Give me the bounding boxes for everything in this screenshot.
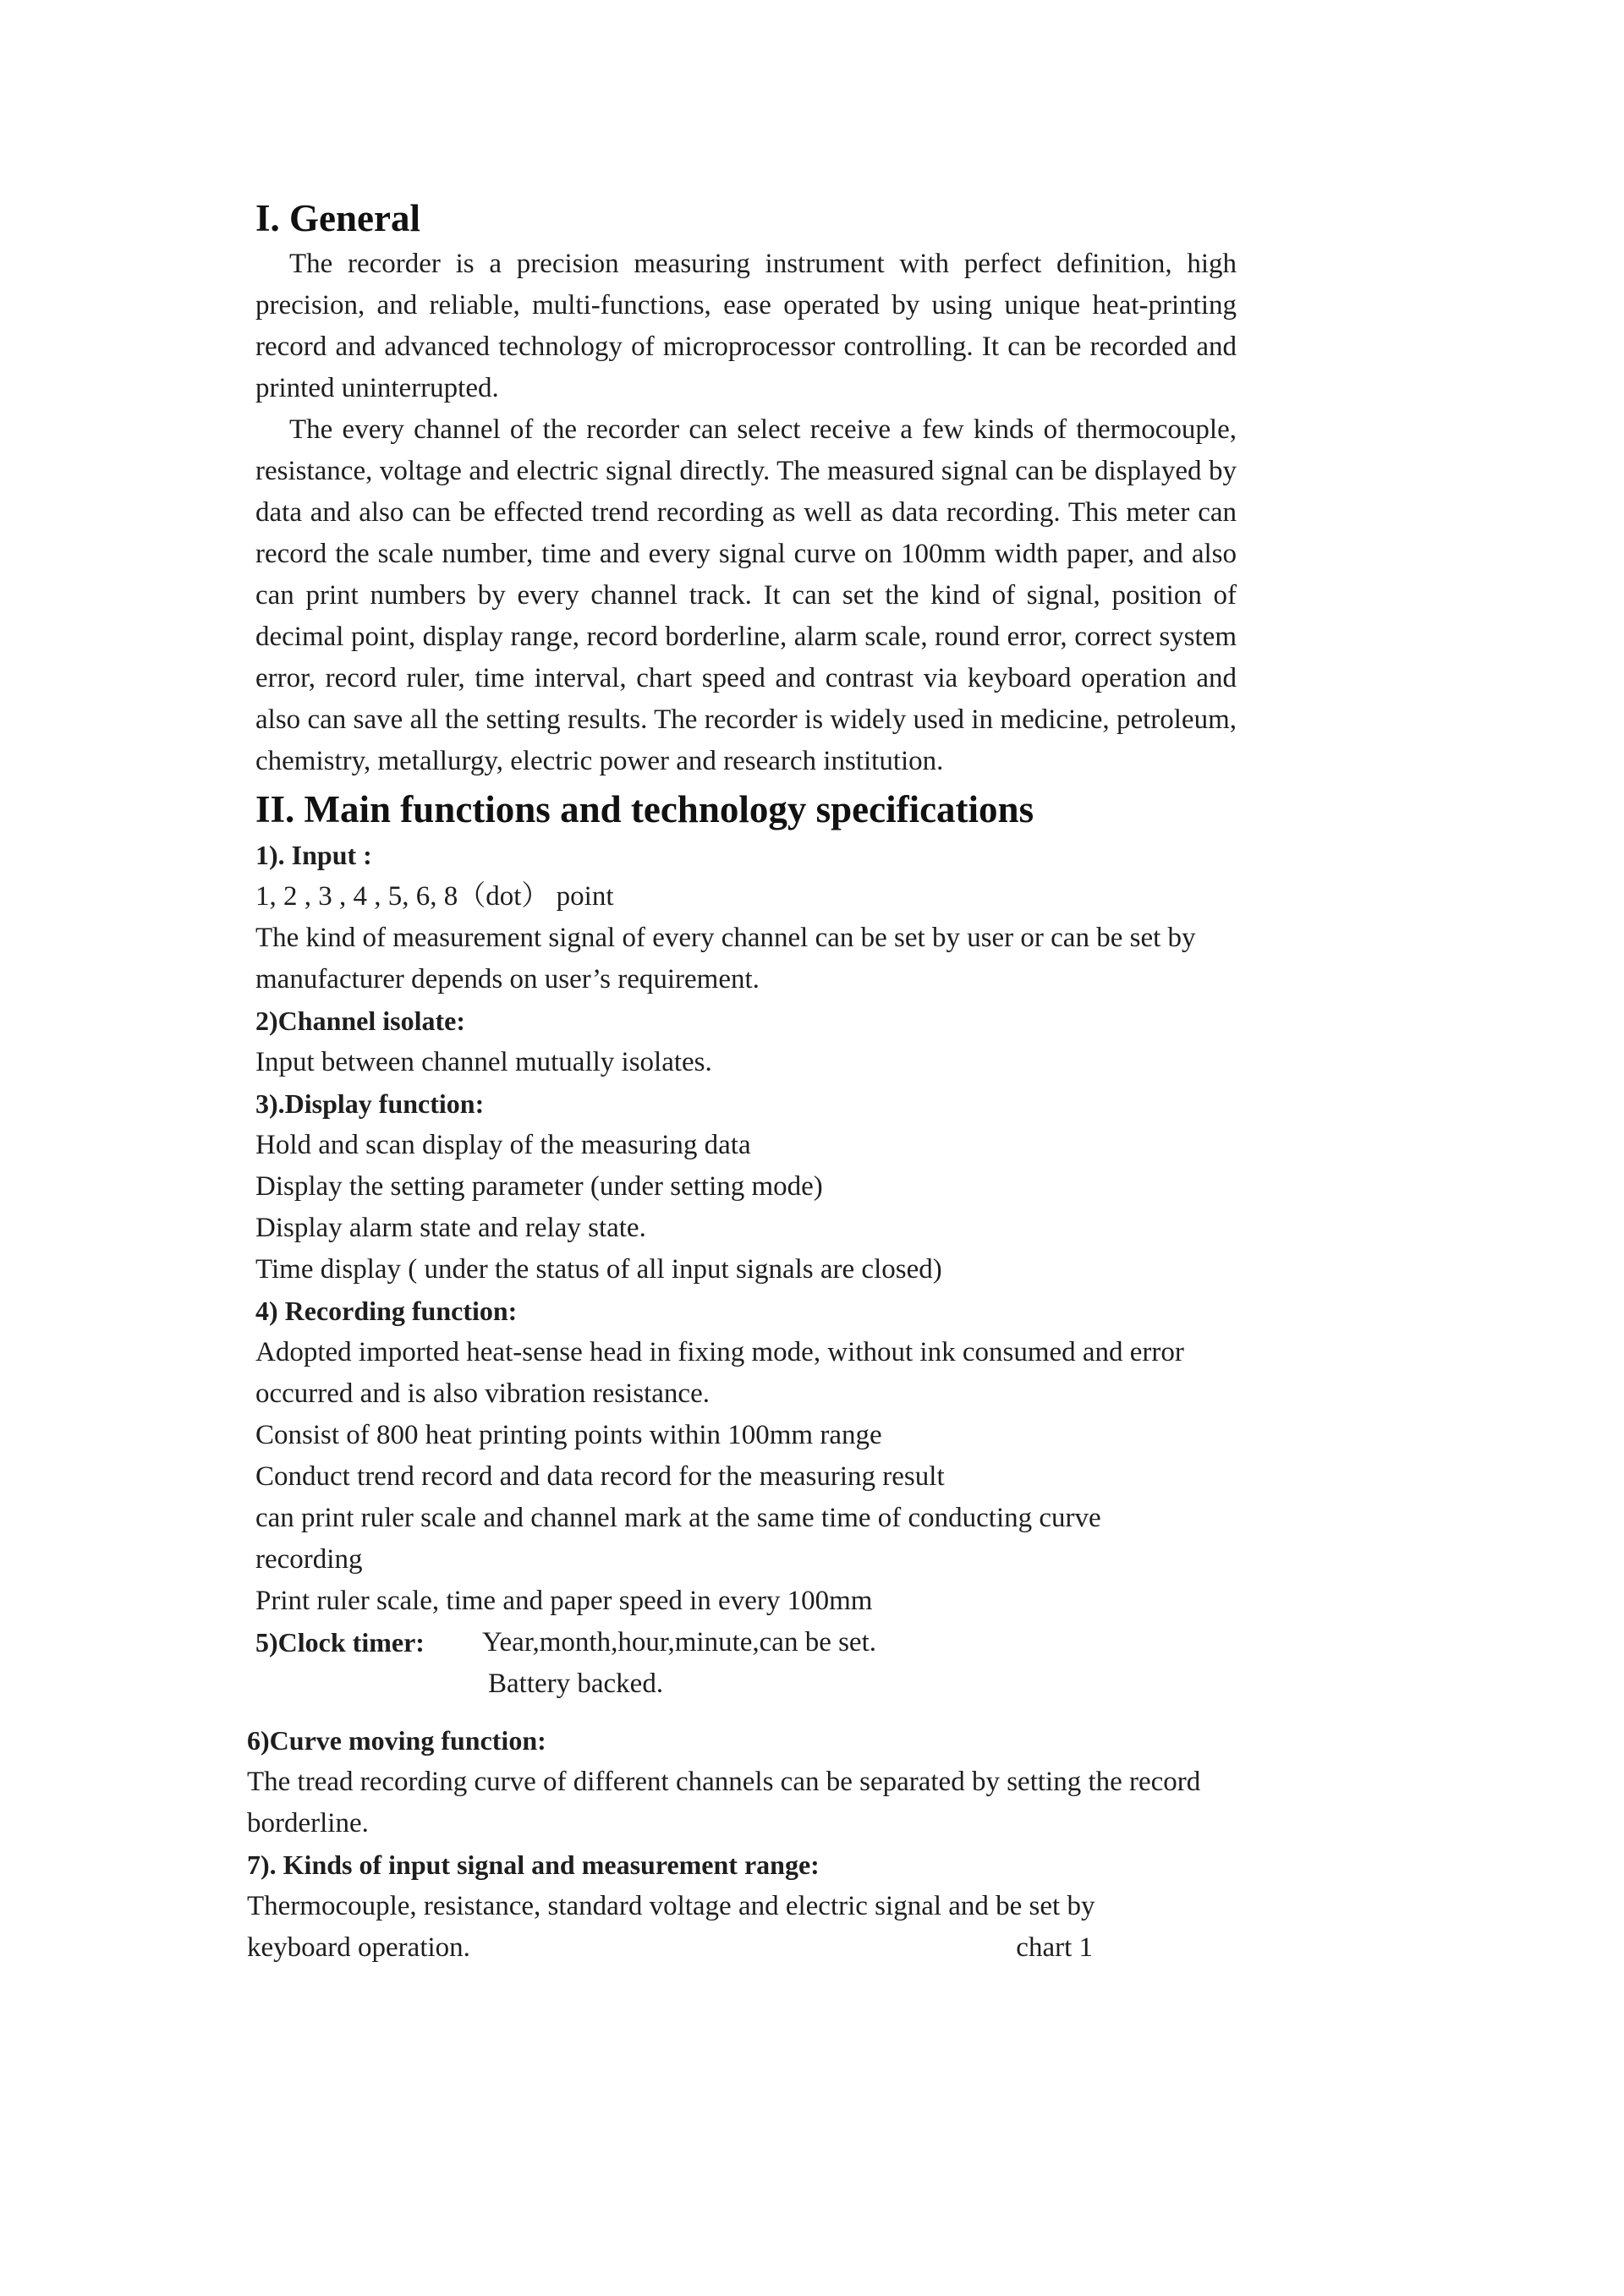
display-line-2: Display the setting parameter (under setting mode) <box>255 1171 823 1202</box>
display-function-heading: 3).Display function: <box>255 1088 485 1119</box>
recording-line-3: Conduct trend record and data record for the measuring result <box>255 1461 945 1492</box>
recording-function-heading: 4) Recording function: <box>255 1296 518 1326</box>
clock-timer-heading: 5)Clock timer: <box>255 1627 425 1658</box>
recording-line-1: Adopted imported heat-sense head in fixing mode, without ink consumed and error occurred and is also vibration resistance. <box>255 1337 1184 1409</box>
display-line-3: Display alarm state and relay state. <box>255 1213 646 1243</box>
clock-timer-line-1: Year,month,hour,minute,can be set. <box>482 1627 876 1658</box>
channel-isolate-heading: 2)Channel isolate: <box>255 1006 465 1036</box>
document-page <box>247 193 1237 1969</box>
kinds-of-input-line-2: keyboard operation. <box>247 1932 470 1963</box>
curve-moving-text: The tread recording curve of different channels can be separated by setting the record borderline. <box>247 1767 1201 1838</box>
section-general-title: I. General <box>255 197 420 239</box>
display-line-4: Time display ( under the status of all input signals are closed) <box>255 1254 942 1285</box>
channel-isolate-text: Input between channel mutually isolates. <box>255 1047 712 1077</box>
recording-line-2: Consist of 800 heat printing points within 100mm range <box>255 1420 882 1450</box>
lower-block <box>247 1720 1237 1969</box>
kinds-of-input-line-1: Thermocouple, resistance, standard voltage and electric signal and be set by <box>247 1891 1095 1921</box>
recording-line-5: Print ruler scale, time and paper speed in every 100mm <box>255 1586 873 1616</box>
general-paragraph-2: The every channel of the recorder can select receive a few kinds of thermocouple, resistance, voltage and electric signal directly. The measured signal can be displayed by data and also can be effected trend recording as well as data recording. This meter can record the scale number, time and every signal curve on 100mm width paper, and also can print numbers by every channel track. It can set the kind of signal, position of decimal point, display range, record borderline, alarm scale, round error, correct system error, record ruler, time interval, chart speed and contrast via keyboard operation and also can save all the setting results. The recorder is widely used in medicine, petroleum, chemistry, metallurgy, electric power and research institution. <box>255 414 1237 776</box>
recording-line-4: can print ruler scale and channel mark at the same time of conducting curve recording <box>255 1503 1101 1575</box>
section-main-functions-title: II. Main functions and technology specifications <box>255 788 1034 830</box>
general-paragraph-1: The recorder is a precision measuring instrument with perfect definition, high precision, and reliable, multi-functions, ease operated by using unique heat-printing record and advanced technology of microprocessor controlling. It can be recorded and printed uninterrupted. <box>255 249 1237 403</box>
input-heading: 1). Input : <box>255 840 372 870</box>
input-description: The kind of measurement signal of every channel can be set by user or can be set by manufacturer depends on user’s requirement. <box>255 923 1196 995</box>
kinds-of-input-last-row <box>247 1927 1093 1969</box>
curve-moving-heading: 6)Curve moving function: <box>247 1725 546 1756</box>
clock-timer-line-2: Battery backed. <box>488 1669 664 1699</box>
input-points: 1, 2 , 3 , 4 , 5, 6, 8（dot） point <box>255 881 614 912</box>
clock-timer-row <box>255 1622 1237 1663</box>
display-line-1: Hold and scan display of the measuring data <box>255 1130 751 1160</box>
chart-reference: chart 1 <box>1016 1932 1093 1963</box>
kinds-of-input-heading: 7). Kinds of input signal and measurement range: <box>247 1849 820 1880</box>
